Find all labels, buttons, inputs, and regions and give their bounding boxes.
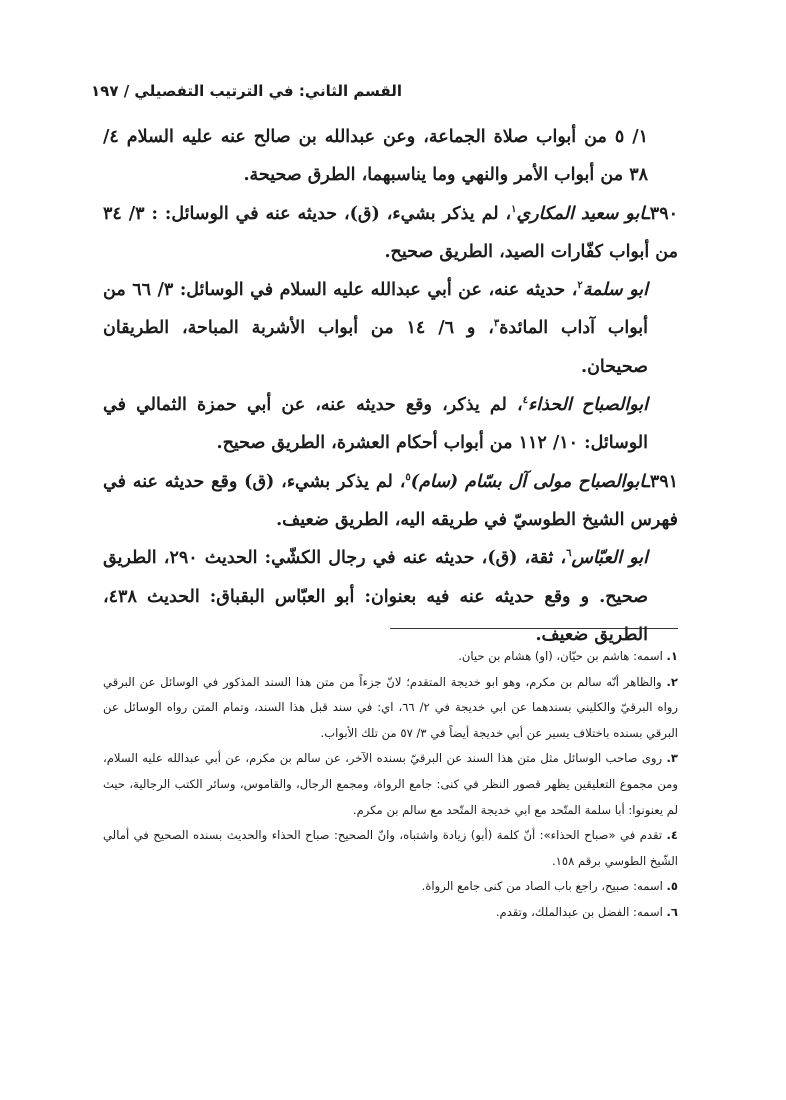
footnote-4: ٤. تقدم في «صباح الحذاء»: أنّ كلمة (أبو) زيادة واشتباه، وانّ الصحيح: صباح الحذاء والحديث بسنده الصحيح في أمالي الشّيخ الطوسي برقم ١٥٨. xyxy=(103,828,678,868)
entry-number: ٣٩١ـ xyxy=(644,471,679,492)
footnote-ref: ٤ xyxy=(522,395,529,407)
main-text xyxy=(103,118,678,654)
entry-number: ٣٩٠ـ xyxy=(644,203,678,224)
narrator-name: ابو سعيد المكاري xyxy=(516,203,645,224)
entry-sub-abu-abbas: ابو العبّاس$^٦$، ثقة، (ق)، حديثه عنه في رجال الكشّي: الحديث ٢٩٠، الطريق صحيح. و وقع حديثه عنه فيه بعنوان: أبو العبّاس البقباق: الحديث ٤٣٨، الطريق ضعيف. xyxy=(103,548,648,645)
footnote-ref: ١ xyxy=(511,203,517,215)
narrator-name: ابو العبّاس xyxy=(571,548,648,569)
footnotes xyxy=(103,644,678,926)
footnote-2: ٢. والظاهر أنّه سالم بن مكرم، وهو ابو خديجة المتقدم؛ لانّ جزءاً من متن هذا السند المذكور في الوسائل عن البرقي رواه البرقيّ والكليني بسندهما عن ابي خديجة في ٢/ ٦٦، اي: في سند قبل هذا السند، وتمام المتن رواه الوسائل عن البرقي بسنده باختلاف يسير عن أبي خديجة أيضاً في ٣/ ٥٧ من تلك الأبواب. xyxy=(103,674,678,740)
footnote-ref: ٢ xyxy=(577,280,583,292)
footnote-6: ٦. اسمه: الفضل بن عبدالملك، وتقدم. xyxy=(495,904,678,919)
entry-sub-abu-sabbah: ابوالصباح الحذاء$^٤$، لم يذكر، وقع حديثه عنه، عن أبي حمزة الثمالي في الوسائل: ١٠/ ١١٢ من أبواب أحكام العشرة، الطريق صحيح. xyxy=(103,395,648,454)
paragraph-continuation: ١/ ٥ من أبواب صلاة الجماعة، وعن عبدالله بن صالح عنه عليه السلام ٤/ ٣٨ من أبواب الأمر والنهي وما يناسبهما، الطرق صحيحة. xyxy=(103,127,649,186)
narrator-name: ابوالصباح مولى آل بسّام (سام) xyxy=(410,471,645,492)
narrator-name: ابو سلمة xyxy=(582,280,648,301)
footnote-3: ٣. روى صاحب الوسائل مثل متن هذا السند عن البرقيّ بسنده الآخر، عن سالم بن مكرم، عن أبي عبدالله عليه السلام، ومن مجموع التعليقين يظهر قصور النظر في كنى: جامع الرواة، ومجمع الرجال، والقاموس، وسائر الكتب الرجالية، حيث لم يعنونوا: أبا سلمة المتّحد مع ابي خديجة المتّحد مع سالم بن مكرم. xyxy=(103,751,678,817)
entry-sub-abu-salama: ابو سلمة$^٢$، حديثه عنه، عن أبي عبدالله عليه السلام في الوسائل: ٣/ ٦٦ من أبواب آداب المائدة$^٣$، و ٦/ ١٤ من أبواب الأشربة المباحة، الطريقان صحيحان. xyxy=(103,280,648,377)
entry-390: ٣٩٠ـابو سعيد المكاري$^١$، لم يذكر بشيء، (ق)، حديثه عنه في الوسائل: : ٣/ ٣٤ من أبواب كفّارات الصيد، الطريق صحيح. xyxy=(103,203,678,262)
footnote-ref: ٥ xyxy=(405,471,411,483)
footnote-1: ١. اسمه: هاشم بن حيّان، (او) هشام بن حيان. xyxy=(458,649,678,663)
footnote-5: ٥. اسمه: صبيح، راجع باب الصاد من كنى جامع الرواة. xyxy=(421,879,678,894)
footnote-ref: ٣ xyxy=(493,318,500,330)
entry-391: ٣٩١ـابوالصباح مولى آل بسّام (سام)$^٥$، لم يذكر بشيء، (ق) وقع حديثه عنه في فهرس الشيخ الطوسيّ في طريقه اليه، الطريق ضعيف. xyxy=(103,471,679,530)
narrator-name: ابوالصباح الحذاء xyxy=(528,395,648,416)
footnote-ref: ٦ xyxy=(566,548,572,560)
footnote-divider xyxy=(390,628,678,629)
running-header: القسم الثاني: في الترتيب التفصيلي / ١٩٧ xyxy=(91,82,402,100)
